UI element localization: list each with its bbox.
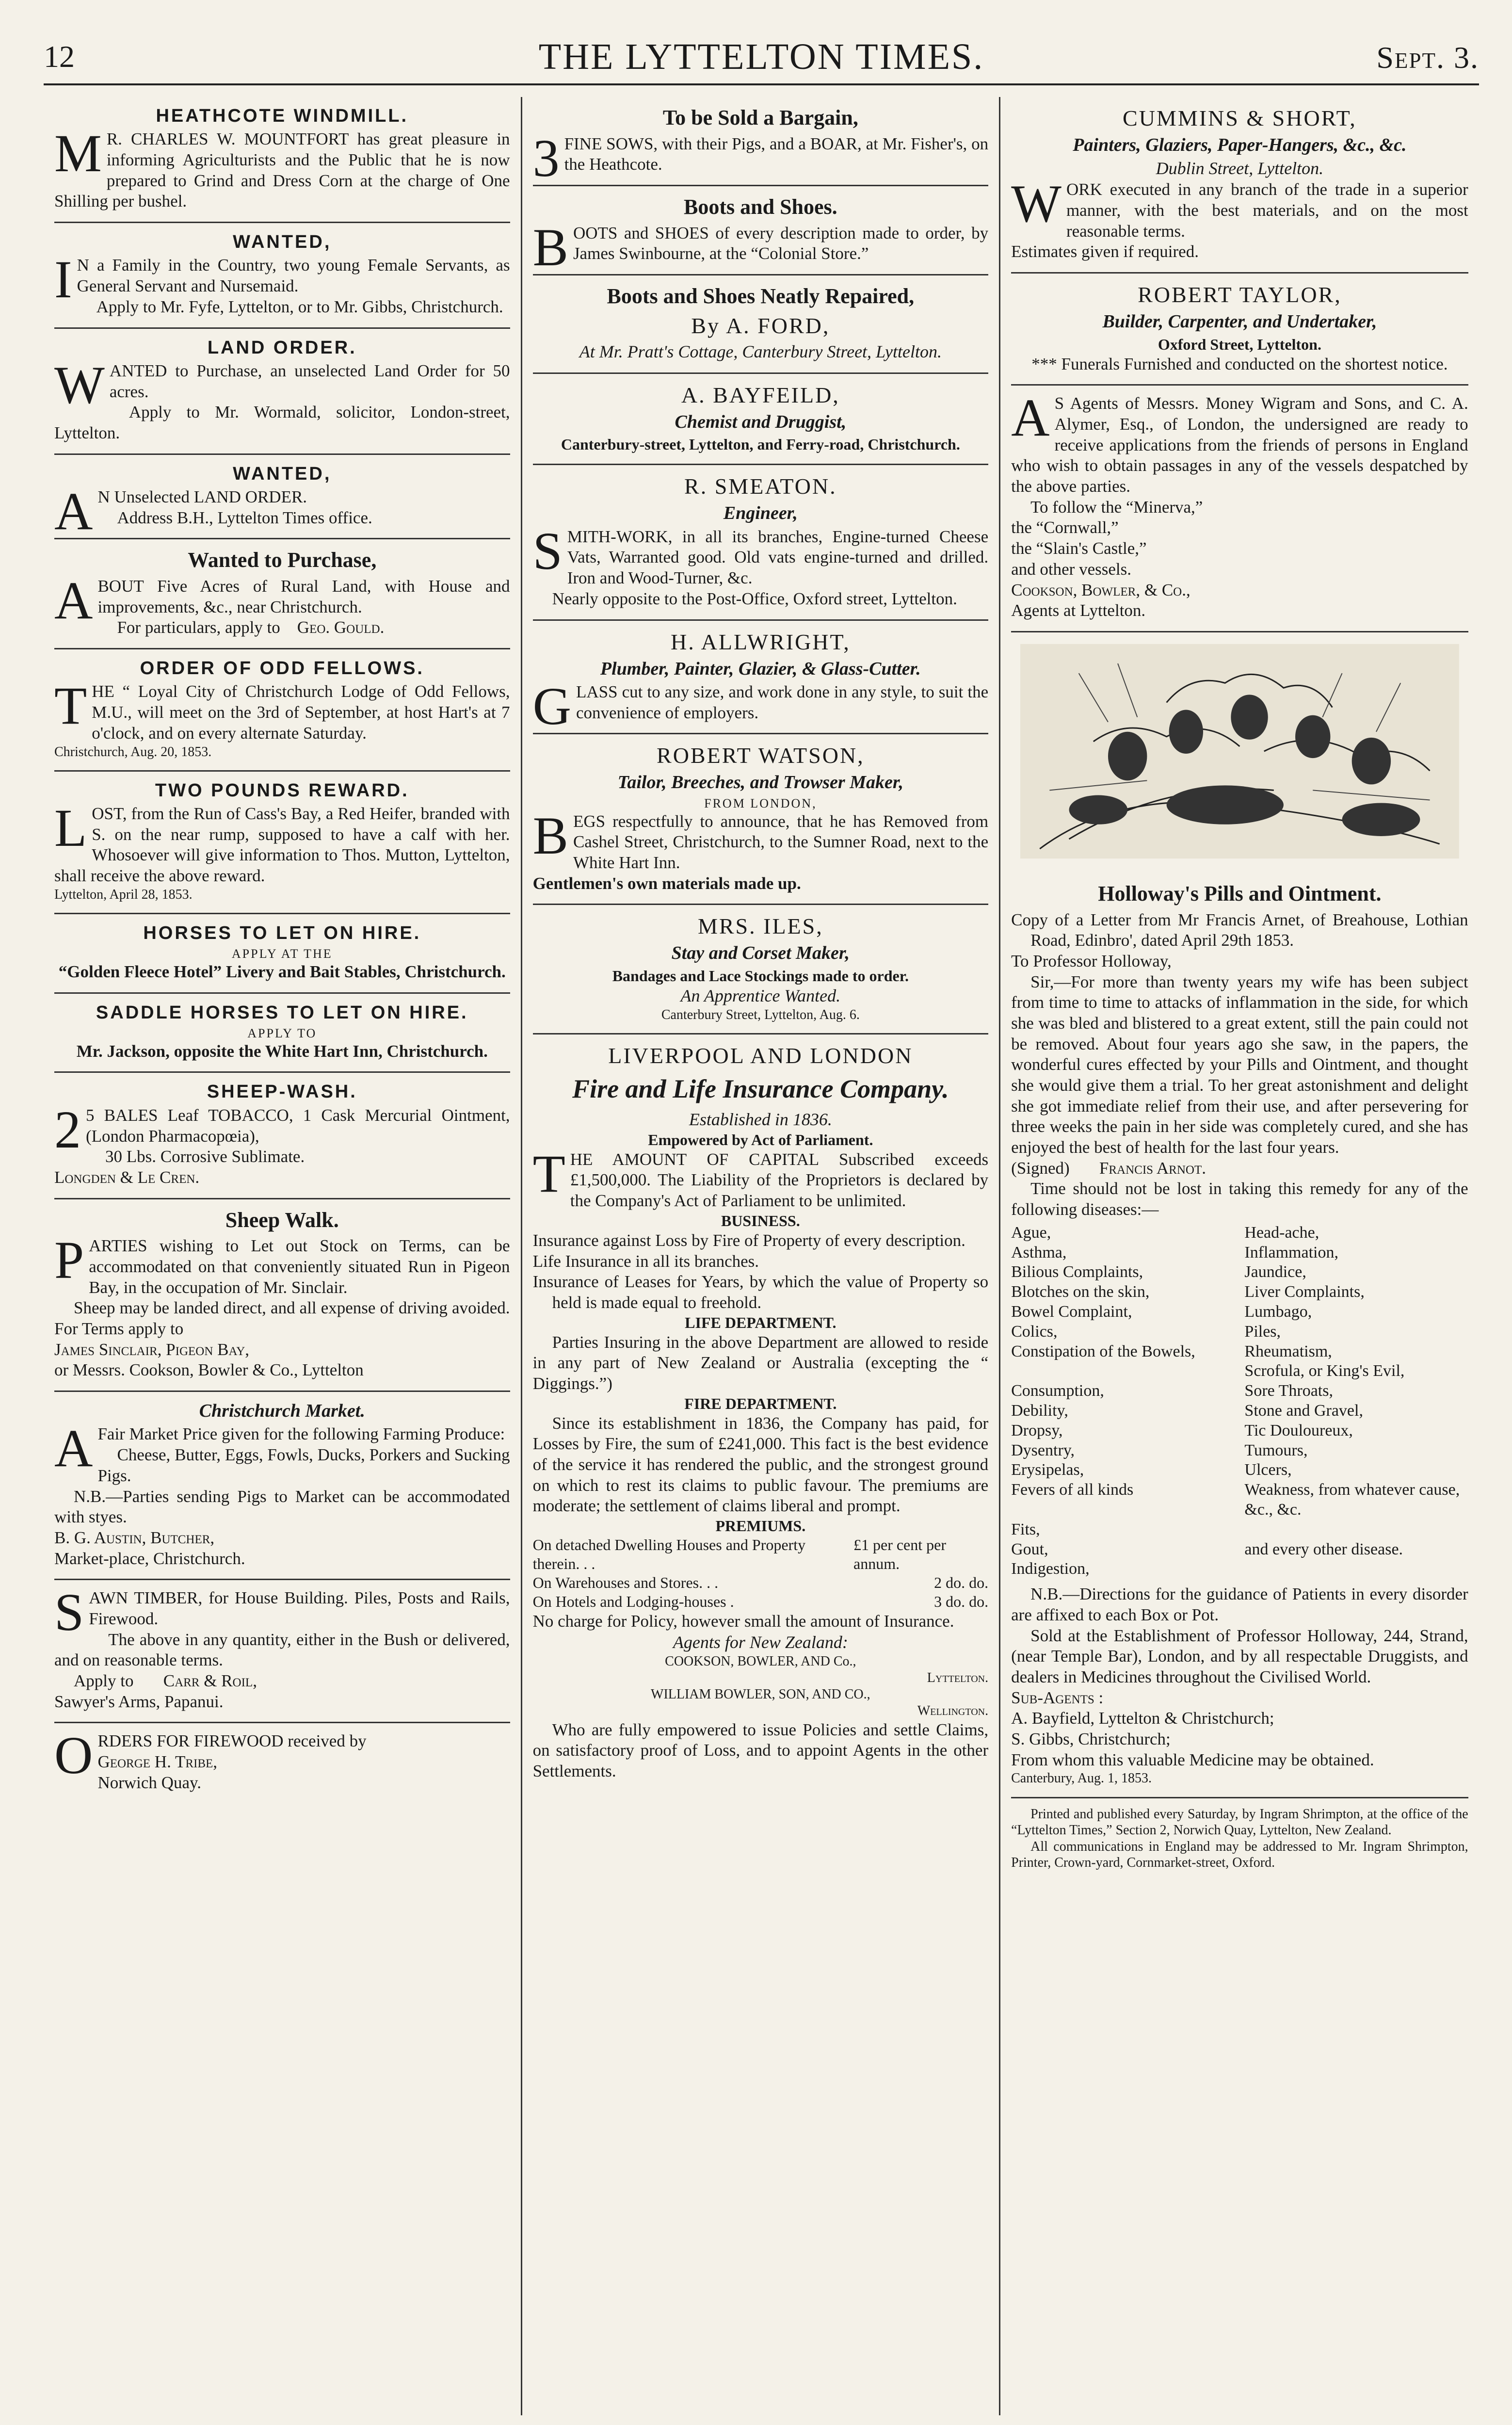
disease-item: Dysentry, — [1011, 1441, 1075, 1459]
ad-holloway — [1011, 873, 1468, 1798]
imprint-text: Printed and published every Saturday, by Ingram Shrimpton, at the office of the “Lyttelton Times,” Section 2, Norwich Quay, Lyttelton, New Zealand. — [1011, 1806, 1468, 1838]
premium-row — [533, 1536, 989, 1573]
imprint-text-2: All communications in England may be addressed to Mr. Ingram Shrimpton, Printer, Crown-yard, Cornmarket-street, Oxford. — [1011, 1839, 1468, 1871]
header-rule — [44, 83, 1479, 85]
letter-body: Sir,—For more than twenty years my wife has been subject from time to time to attacks of inflammation in the side, for which she was bled and blistered to a great extent, still the pain could not be removed. About four years ago she saw, in the papers, the wonderful cures effected by your Pills and Ointment, and thought she would give them a trial. To her great astonishment and delight she got immediate relief from their use, and after persevering for three weeks the pain in her side was completely cured, and she has enjoyed the best of health for the last four years. — [1011, 972, 1468, 1157]
ad-items: Cheese, Butter, Eggs, Fowls, Ducks, Porkers and Sucking Pigs. — [97, 1445, 510, 1485]
ad-note: N.B.—Parties sending Pigs to Market can be accommodated with styes. — [54, 1487, 510, 1527]
ad-boots-repaired — [533, 275, 989, 374]
ad-body: AS Agents of Messrs. Money Wigram and Sons, and C. A. Alymer, Esq., of London, the undersigned are ready to receive applications from the friends of persons in England who wish to obtain passages in any of the vessels despatched by the above parties. — [1011, 388, 1468, 496]
ad-trade: Painters, Glaziers, Paper-Hangers, &c., &c. — [1073, 135, 1407, 156]
ad-title: Sheep Walk. — [225, 1208, 339, 1232]
apply-text: Apply to — [74, 1671, 134, 1690]
column-1 — [44, 97, 522, 2415]
ad-body: THE “ Loyal City of Christchurch Lodge of Odd Fellows, M.U., will meet on the 3rd of September, at host Hart's at 7 o'clock, and on every alternate Saturday. — [54, 676, 510, 743]
ad-body: LOST, from the Run of Cass's Bay, a Red Heifer, branded with S. on the near rump, supposed to have a calf with her. Whosoever will give information to Thos. Mutton, Lyttelton, shall receive the above reward. — [54, 798, 510, 886]
ad-by: By A. FORD, — [691, 313, 830, 338]
ad-title: To be Sold a Bargain, — [662, 106, 858, 129]
ad-name: ROBERT WATSON, — [657, 743, 865, 768]
disease-item: Ulcers, — [1244, 1461, 1292, 1479]
ad-estimates: Estimates given if required. — [1011, 242, 1199, 261]
sold-text: Sold at the Establishment of Professor Holloway, 244, Strand, (near Temple Bar), London, and by all respectable Druggists, and dealers in Medicines throughout the Civilised World. — [1011, 1626, 1468, 1686]
ad-body: SMITH-WORK, in all its branches, Engine-turned Cheese Vats, Warranted good. Old vats engine-turned and drilled. Iron and Wood-Turner, &c. — [532, 521, 989, 588]
ad-trade: Tailor, Breeches, and Trowser Maker, — [617, 772, 904, 793]
issue-date: Sept. 3. — [1376, 40, 1479, 75]
disease-item: Ague, — [1011, 1223, 1051, 1242]
ad-name: MRS. ILES, — [697, 914, 823, 939]
ad-mrs-iles — [533, 905, 989, 1035]
ad-body: 3FINE SOWS, with their Pigs, and a BOAR, at Mr. Fisher's, on the Heathcote. — [532, 128, 989, 188]
ad-land-order — [54, 329, 510, 455]
ad-trade: Chemist and Druggist, — [675, 411, 847, 432]
ad-body: IN a Family in the Country, two young Female Servants, as General Servant and Nursemaid. — [54, 250, 510, 309]
time-text: Time should not be lost in taking this remedy for any of the following diseases:— — [1011, 1179, 1468, 1219]
ad-body: 25 BALES Leaf TOBACCO, 1 Cask Mercurial Ointment, (London Pharmacopœia), — [54, 1099, 510, 1159]
ad-established: Established in 1836. — [689, 1109, 832, 1129]
ad-shipping-agents — [1011, 386, 1468, 632]
ad-body2: Nearly opposite to the Post-Office, Oxford street, Lyttelton. — [552, 589, 957, 608]
ad-wanted-servants — [54, 223, 510, 328]
ad-body: ABOUT Five Acres of Rural Land, with House and improvements, &c., near Christchurch. — [54, 571, 510, 630]
no-charge: No charge for Policy, however small the amount of Insurance. — [532, 1612, 954, 1631]
ad-title: Holloway's Pills and Ointment. — [1098, 881, 1382, 905]
ad-horses — [54, 914, 510, 994]
disease-item: Debility, — [1011, 1402, 1068, 1420]
disease-item: Colics, — [1011, 1322, 1058, 1341]
engraving-image — [1020, 637, 1459, 865]
disease-list — [1011, 1223, 1468, 1579]
agents-title: Agents for New Zealand: — [673, 1633, 848, 1652]
disease-item: Head-ache, — [1244, 1223, 1319, 1242]
particulars-text: For particulars, apply to — [117, 618, 280, 637]
disease-item: Consumption, — [1011, 1382, 1104, 1400]
ad-robert-watson — [533, 734, 989, 905]
disease-item: Tumours, — [1244, 1441, 1308, 1459]
disease-item: Rheumatism, — [1244, 1342, 1332, 1360]
section-business-title: BUSINESS. — [721, 1212, 800, 1229]
disease-item: Bowel Complaint, — [1011, 1303, 1132, 1321]
ad-name: H. ALLWRIGHT, — [670, 629, 851, 654]
ad-place: Oxford Street, Lyttelton. — [1158, 335, 1321, 353]
ship-line: the “Cornwall,” — [1011, 518, 1119, 537]
ad-reward — [54, 772, 510, 914]
ad-empowered: Empowered by Act of Parliament. — [648, 1131, 873, 1148]
ad-signature: Cookson, Bowler, & Co., — [1011, 580, 1190, 599]
nb-text: N.B.—Directions for the guidance of Patients in every disorder are affixed to each Box or Pot. — [1011, 1584, 1468, 1624]
ad-title: HORSES TO LET ON HIRE. — [143, 922, 421, 943]
ad-title: SHEEP-WASH. — [207, 1082, 357, 1102]
disease-item: Asthma, — [1011, 1243, 1067, 1261]
ad-body: BEGS respectfully to announce, that he has Removed from Cashel Street, Christchurch, to the Sumner Road, next to the White Hart Inn. — [532, 806, 989, 872]
premium-label: On Warehouses and Stores. . . — [532, 1574, 719, 1592]
ad-body: PARTIES wishing to Let out Stock on Terms, can be accommodated on that conveniently situated Run in Pigeon Bay, in the occupation of Mr. Sinclair. — [54, 1230, 510, 1297]
ad-dateline: Lyttelton, April 28, 1853. — [54, 887, 193, 902]
ad-odd-fellows — [54, 649, 510, 772]
disease-item: Stone and Gravel, — [1244, 1402, 1363, 1420]
ad-trade: Plumber, Painter, Glazier, & Glass-Cutter. — [600, 658, 921, 679]
disease-item — [1244, 1559, 1468, 1579]
ad-title: Boots and Shoes. — [684, 195, 837, 219]
fire-text: Since its establishment in 1836, the Company has paid, for Losses by Fire, the sum of £241,000. This fact is the best evidence of the service it has rendered the public, and the strongest ground on which to rest its claims to public favour. The premiums are moderate; the settlement of claims liberal and prompt. — [532, 1413, 989, 1516]
column-2 — [522, 97, 1001, 2415]
ad-body: ORDERS FOR FIREWOOD received by — [54, 1726, 367, 1785]
ad-address: Address B.H., Lyttelton Times office. — [117, 508, 372, 527]
disease-item — [1244, 1520, 1468, 1540]
ad-place: Mr. Jackson, opposite the White Hart Inn, Christchurch. — [76, 1041, 488, 1061]
ad-title: SADDLE HORSES TO LET ON HIRE. — [96, 1002, 468, 1023]
ad-title: TWO POUNDS REWARD. — [155, 780, 409, 801]
ad-robert-taylor — [1011, 274, 1468, 386]
agent-name: COOKSON, BOWLER, AND Co., — [665, 1653, 856, 1669]
ad-smeaton — [533, 465, 989, 620]
disease-item: Gout, — [1011, 1540, 1048, 1558]
ad-place: Dublin Street, Lyttelton. — [1156, 159, 1324, 178]
disease-item: Blotches on the skin, — [1011, 1283, 1150, 1301]
ad-trade: Builder, Carpenter, and Undertaker, — [1102, 311, 1377, 332]
ad-from: FROM LONDON, — [704, 796, 817, 810]
ad-dateline: Canterbury, Aug. 1, 1853. — [1011, 1771, 1152, 1786]
ad-title: Wanted to Purchase, — [188, 548, 377, 572]
disease-item: Constipation of the Bowels, — [1011, 1342, 1195, 1360]
ad-apply: Apply to Mr. Fyfe, Lyttelton, or to Mr. Gibbs, Christchurch. — [96, 297, 503, 316]
signed-text: (Signed) — [1011, 1158, 1070, 1178]
ad-title: Christchurch Market. — [199, 1401, 365, 1422]
disease-item: Piles, — [1244, 1322, 1281, 1341]
business-item: Insurance against Loss by Fire of Property of every description. — [532, 1230, 965, 1250]
ad-place: “Golden Fleece Hotel” Livery and Bait Stables, Christchurch. — [58, 962, 506, 982]
ad-line: 30 Lbs. Corrosive Sublimate. — [105, 1147, 305, 1166]
ad-note: *** Funerals Furnished and conducted on the shortest notice. — [1031, 354, 1448, 373]
disease-item: and every other disease. — [1244, 1540, 1403, 1558]
ad-name: R. SMEATON. — [684, 474, 837, 499]
business-item: Insurance of Leases for Years, by which the value of Property so held is made equal to freehold. — [532, 1272, 989, 1312]
disease-item: Bilious Complaints, — [1011, 1263, 1143, 1281]
ad-name: ROBERT TAYLOR, — [1138, 282, 1342, 307]
section-premiums-title: PREMIUMS. — [715, 1517, 806, 1535]
ad-title: HEATHCOTE WINDMILL. — [156, 106, 409, 126]
ad-signature: James Sinclair, Pigeon Bay, — [54, 1340, 250, 1359]
premium-row — [533, 1592, 989, 1611]
ad-title: WANTED, — [233, 232, 332, 253]
ad-signature: Longden & Le Cren. — [54, 1167, 200, 1187]
ad-title: ORDER OF ODD FELLOWS. — [140, 658, 424, 679]
ad-sheep-wash — [54, 1073, 510, 1199]
disease-item: Weakness, from whatever cause, &c., &c. — [1244, 1481, 1460, 1519]
subagents-title: Sub-Agents : — [1011, 1688, 1104, 1707]
ad-firewood — [54, 1723, 510, 1803]
ad-sows-bargain — [533, 97, 989, 186]
from-whom: From whom this valuable Medicine may be obtained. — [1011, 1750, 1374, 1769]
ad-dateline: Christchurch, Aug. 20, 1853. — [54, 744, 212, 760]
premium-label: On Hotels and Lodging-houses . — [532, 1593, 734, 1611]
ad-title: Boots and Shoes Neatly Repaired, — [607, 284, 915, 308]
ad-allwright — [533, 621, 989, 735]
page-number: 12 — [44, 39, 75, 74]
letter-intro: Copy of a Letter from Mr Francis Arnet, of Breahouse, Lothian Road, Edinbro', dated April 29th 1853. — [1011, 910, 1468, 950]
life-text: Parties Insuring in the above Department are allowed to reside in any part of New Zealand or Australia (excepting the “ Diggings.”) — [532, 1332, 989, 1393]
ad-body: WANTED to Purchase, an unselected Land Order for 50 acres. — [54, 355, 510, 415]
ad-title: WANTED, — [233, 463, 332, 484]
letter-signature — [1011, 1158, 1468, 1179]
ad-boots-shoes — [533, 186, 989, 275]
ad-company: Fire and Life Insurance Company. — [572, 1074, 949, 1103]
premium-rate: £1 per cent per annum. — [853, 1536, 946, 1573]
agent-name: WILLIAM BOWLER, SON, AND CO., — [651, 1687, 870, 1702]
ad-apply: APPLY AT THE — [231, 947, 333, 961]
ad-signature: Carr & Roil, — [163, 1671, 257, 1690]
ad-signature-2: Agents at Lyttelton. — [1011, 601, 1146, 620]
ad-signature: George H. Tribe, — [97, 1752, 218, 1772]
disease-item: Erysipelas, — [1011, 1461, 1084, 1479]
ad-dateline: Canterbury Street, Lyttelton, Aug. 6. — [661, 1007, 860, 1022]
ad-body: BOOTS and SHOES of every description made to order, by James Swinbourne, at the “Colonial Store.” — [532, 217, 989, 277]
ad-body2: The above in any quantity, either in the Bush or delivered, and on reasonable terms. — [54, 1630, 510, 1670]
ad-signature: Geo. Gould. — [297, 618, 385, 637]
ad-title: LAND ORDER. — [207, 337, 357, 358]
ad-apply: Apply to Mr. Wormald, solicitor, London-street, Lyttelton. — [54, 403, 510, 442]
disease-item: Lumbago, — [1244, 1303, 1312, 1321]
subagent: A. Bayfield, Lyttelton & Christchurch; — [1011, 1709, 1274, 1728]
disease-item: Liver Complaints, — [1244, 1283, 1365, 1301]
ad-body: Bandages and Lace Stockings made to order. — [612, 967, 909, 985]
disease-item: Jaundice, — [1244, 1263, 1306, 1281]
ad-particulars — [54, 617, 510, 638]
premium-rate: 3 do. do. — [934, 1593, 989, 1611]
newspaper-title: THE LYTTELTON TIMES. — [538, 36, 984, 77]
ad-capital: THE AMOUNT OF CAPITAL Subscribed exceeds £1,500,000. The Liability of the Proprietors is declared by the Company's Act of Parliament to be unlimited. — [532, 1144, 989, 1211]
section-fire-title: FIRE DEPARTMENT. — [684, 1394, 837, 1412]
ship-line: and other vessels. — [1011, 559, 1131, 579]
subagent: S. Gibbs, Christchurch; — [1011, 1730, 1171, 1749]
printer-imprint — [1011, 1798, 1468, 1881]
ad-sheep-walk — [54, 1199, 510, 1392]
disease-item: Indigestion, — [1011, 1560, 1090, 1578]
ad-signature-2: Norwich Quay. — [97, 1773, 201, 1792]
column-3 — [1000, 97, 1479, 2415]
ad-body: WORK executed in any branch of the trade in a superior manner, with the best materials, and on the most reasonable terms. — [1011, 174, 1468, 241]
ad-wanted-purchase — [54, 539, 510, 649]
ad-trade: Engineer, — [723, 503, 798, 524]
ship-line: To follow the “Minerva,” — [1030, 497, 1203, 517]
ad-bayfeild — [533, 374, 989, 466]
disease-item: Fits, — [1011, 1520, 1040, 1538]
ad-body: AN Unselected LAND ORDER. — [54, 482, 307, 541]
ad-name: A. BAYFEILD, — [681, 382, 840, 407]
disease-item: Tic Douloureux, — [1244, 1421, 1353, 1439]
ad-sawn-timber — [54, 1580, 510, 1723]
disease-item: Dropsy, — [1011, 1421, 1063, 1439]
ad-body: SAWN TIMBER, for House Building. Piles, Posts and Rails, Firewood. — [54, 1583, 510, 1642]
columns — [44, 97, 1479, 2415]
ad-heathcote-windmill — [54, 97, 510, 223]
ad-place: At Mr. Pratt's Cottage, Canterbury Street, Lyttelton. — [579, 341, 942, 361]
ad-signature: B. G. Austin, Butcher, — [54, 1528, 215, 1547]
ship-line: the “Slain's Castle,” — [1011, 539, 1147, 558]
ad-note: Gentlemen's own materials made up. — [532, 873, 801, 893]
premium-rate: 2 do. do. — [934, 1574, 989, 1592]
holloway-engraving — [1011, 637, 1468, 865]
disease-item: Inflammation, — [1244, 1243, 1338, 1261]
ad-body: AFair Market Price given for the following Farming Produce: — [54, 1419, 505, 1478]
ad-cummins-short — [1011, 97, 1468, 274]
closing-text: Who are fully empowered to issue Policies and settle Claims, on satisfactory proof of Loss, and to appoint Agents in the other Settlements. — [532, 1720, 989, 1780]
ad-wanted: An Apprentice Wanted. — [680, 986, 841, 1005]
premium-label: On detached Dwelling Houses and Property therein. . . — [532, 1536, 806, 1573]
ad-signature-2: Sawyer's Arms, Papanui. — [54, 1692, 224, 1711]
ad-insurance — [533, 1035, 989, 1792]
ad-apply — [54, 1671, 510, 1692]
ad-name: CUMMINS & SHORT, — [1123, 106, 1357, 130]
page-header — [44, 29, 1479, 78]
disease-item: Scrofula, or King's Evil, — [1244, 1362, 1405, 1380]
premium-row — [533, 1573, 989, 1592]
ad-wanted-land-order — [54, 455, 510, 540]
signer-name: Francis Arnot. — [1099, 1158, 1206, 1178]
ad-place: Canterbury-street, Lyttelton, and Ferry-road, Christchurch. — [561, 436, 960, 453]
disease-item: Fevers of all kinds — [1011, 1481, 1134, 1499]
ad-body: GLASS cut to any size, and work done in any style, to suit the convenience of employers. — [532, 676, 989, 736]
ad-body: MR. CHARLES W. MOUNTFORT has great pleasure in informing Agriculturists and the Public that he is now prepared to Grind and Dress Corn at the charge of One Shilling per bushel. — [54, 124, 510, 211]
business-item: Life Insurance in all its branches. — [532, 1251, 759, 1271]
agent-place: Wellington. — [917, 1703, 989, 1719]
letter-to: To Professor Holloway, — [1011, 951, 1172, 970]
ad-name: LIVERPOOL AND LONDON — [608, 1043, 913, 1068]
ad-body2: Sheep may be landed direct, and all expense of driving avoided. For Terms apply to — [54, 1298, 510, 1339]
ad-saddle-horses — [54, 994, 510, 1073]
ad-signature-2: or Messrs. Cookson, Bowler & Co., Lyttelton — [54, 1360, 364, 1380]
disease-item — [1011, 1361, 1235, 1381]
section-life-title: LIFE DEPARTMENT. — [685, 1313, 836, 1331]
ad-christchurch-market — [54, 1392, 510, 1580]
ad-trade: Stay and Corset Maker, — [671, 943, 850, 964]
newspaper-page — [44, 29, 1479, 2415]
ad-signature-2: Market-place, Christchurch. — [54, 1549, 245, 1568]
ad-apply: APPLY TO — [247, 1026, 317, 1041]
disease-item: Sore Throats, — [1244, 1382, 1333, 1400]
agent-place: Lyttelton. — [927, 1670, 989, 1686]
